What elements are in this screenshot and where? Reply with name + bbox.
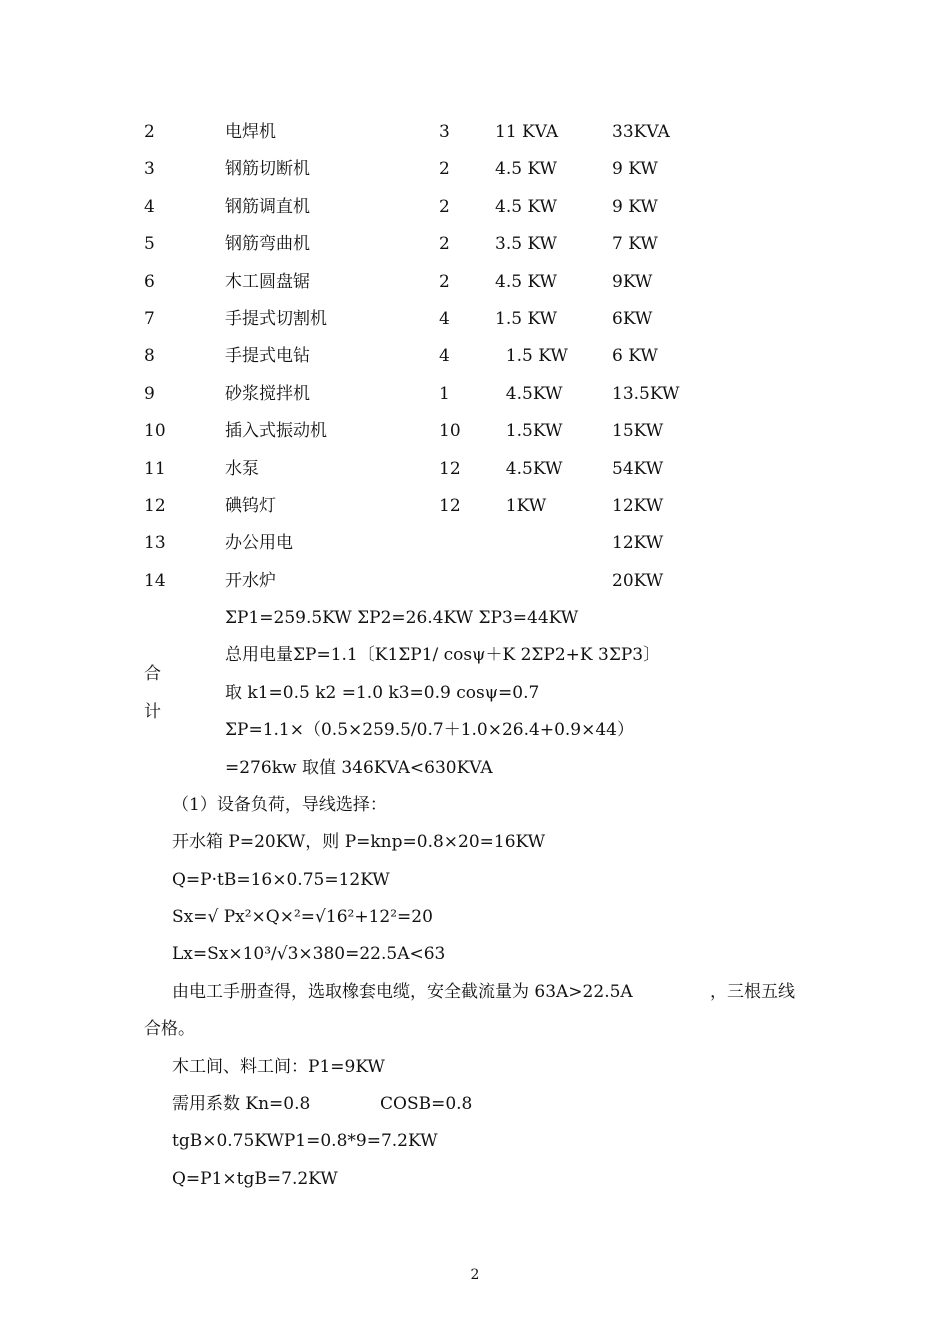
summary-label-ji: 计 [144,702,161,722]
quantity: 2 [439,159,450,179]
body-line-5c: 合格。 [144,1019,195,1039]
row-number: 8 [144,346,155,366]
equipment-name: 钢筋调直机 [225,197,310,217]
quantity: 12 [439,459,461,479]
total-capacity: 12KW [612,533,664,553]
table-row [0,344,950,368]
unit-capacity: 3.5 KW [495,234,558,254]
row-number: 14 [144,571,166,591]
page-number: 2 [470,1267,480,1283]
quantity: 4 [439,346,450,366]
quantity: 3 [439,122,450,142]
quantity: 2 [439,234,450,254]
total-capacity: 33KVA [612,122,670,142]
total-capacity: 7 KW [612,234,658,254]
row-number: 2 [144,122,155,142]
row-number: 9 [144,384,155,404]
table-row [0,307,950,331]
row-number: 6 [144,272,155,292]
equipment-name: 办公用电 [225,533,293,553]
equipment-name: 碘钨灯 [225,496,276,516]
section-heading: （1）设备负荷，导线选择： [172,795,387,815]
summary-line-3: 取 k1=0.5 k2 =1.0 k3=0.9 cosψ=0.7 [225,683,540,703]
total-capacity: 15KW [612,421,664,441]
total-capacity: 9 KW [612,159,658,179]
equipment-name: 木工圆盘锯 [225,272,310,292]
total-capacity: 54KW [612,459,664,479]
unit-capacity: 11 KVA [495,122,559,142]
row-number: 11 [144,459,166,479]
row-number: 3 [144,159,155,179]
body-line-5b: ，三根五线 [710,982,795,1002]
table-row [0,270,950,294]
body-line-8: tgB×0.75KWP1=0.8*9=7.2KW [172,1131,438,1151]
row-number: 4 [144,197,155,217]
quantity: 12 [439,496,461,516]
summary-line-4: ΣP=1.1×（0.5×259.5/0.7＋1.0×26.4+0.9×44） [225,720,634,740]
unit-capacity: 1.5KW [495,421,563,441]
summary-line-1: ΣP1=259.5KW ΣP2=26.4KW ΣP3=44KW [225,608,579,628]
total-capacity: 6KW [612,309,653,329]
total-capacity: 6 KW [612,346,658,366]
equipment-name: 插入式振动机 [225,421,327,441]
unit-capacity: 4.5 KW [495,197,558,217]
total-capacity: 9 KW [612,197,658,217]
table-row [0,569,950,593]
unit-capacity: 4.5 KW [495,272,558,292]
unit-capacity: 4.5 KW [495,159,558,179]
quantity: 4 [439,309,450,329]
summary-line-2: 总用电量ΣP=1.1〔K1ΣP1/ cosψ＋K 2ΣP2+K 3ΣP3〕 [225,645,661,665]
body-line-6: 木工间、料工间：P1=9KW [172,1057,385,1077]
equipment-name: 水泵 [225,459,259,479]
body-line-3: Sx=√ Px²×Q×²=√16²+12²=20 [172,907,433,927]
body-line-9: Q=P1×tgB=7.2KW [172,1169,338,1189]
table-row [0,382,950,406]
summary-label-he: 合 [144,664,161,684]
total-capacity: 13.5KW [612,384,680,404]
equipment-name: 砂浆搅拌机 [225,384,310,404]
body-line-1: 开水箱 P=20KW，则 P=knp=0.8×20=16KW [172,832,546,852]
row-number: 7 [144,309,155,329]
row-number: 10 [144,421,166,441]
equipment-name: 钢筋弯曲机 [225,234,310,254]
total-capacity: 20KW [612,571,664,591]
table-row [0,531,950,555]
summary-line-5: =276kw 取值 346KVA<630KVA [225,758,493,778]
quantity: 2 [439,272,450,292]
table-row [0,195,950,219]
table-row [0,157,950,181]
unit-capacity: 1.5 KW [495,346,568,366]
total-capacity: 12KW [612,496,664,516]
equipment-name: 开水炉 [225,571,276,591]
unit-capacity: 4.5KW [495,459,563,479]
body-line-5a: 由电工手册查得，选取橡套电缆，安全截流量为 63A>22.5A [172,982,633,1002]
table-row [0,419,950,443]
body-line-4: Lx=Sx×10³/√3×380=22.5A<63 [172,944,446,964]
unit-capacity: 1.5 KW [495,309,558,329]
total-capacity: 9KW [612,272,653,292]
equipment-name: 手提式电钻 [225,346,310,366]
unit-capacity: 1KW [495,496,547,516]
equipment-name: 电焊机 [225,122,276,142]
quantity: 10 [439,421,461,441]
body-line-7b: COSB=0.8 [380,1094,473,1114]
quantity: 1 [439,384,450,404]
row-number: 5 [144,234,155,254]
table-row [0,120,950,144]
equipment-name: 钢筋切断机 [225,159,310,179]
unit-capacity: 4.5KW [495,384,563,404]
table-row [0,457,950,481]
table-row [0,494,950,518]
row-number: 12 [144,496,166,516]
row-number: 13 [144,533,166,553]
equipment-name: 手提式切割机 [225,309,327,329]
table-row [0,232,950,256]
body-line-7a: 需用系数 Kn=0.8 [172,1094,311,1114]
quantity: 2 [439,197,450,217]
body-line-2: Q=P·tB=16×0.75=12KW [172,870,390,890]
